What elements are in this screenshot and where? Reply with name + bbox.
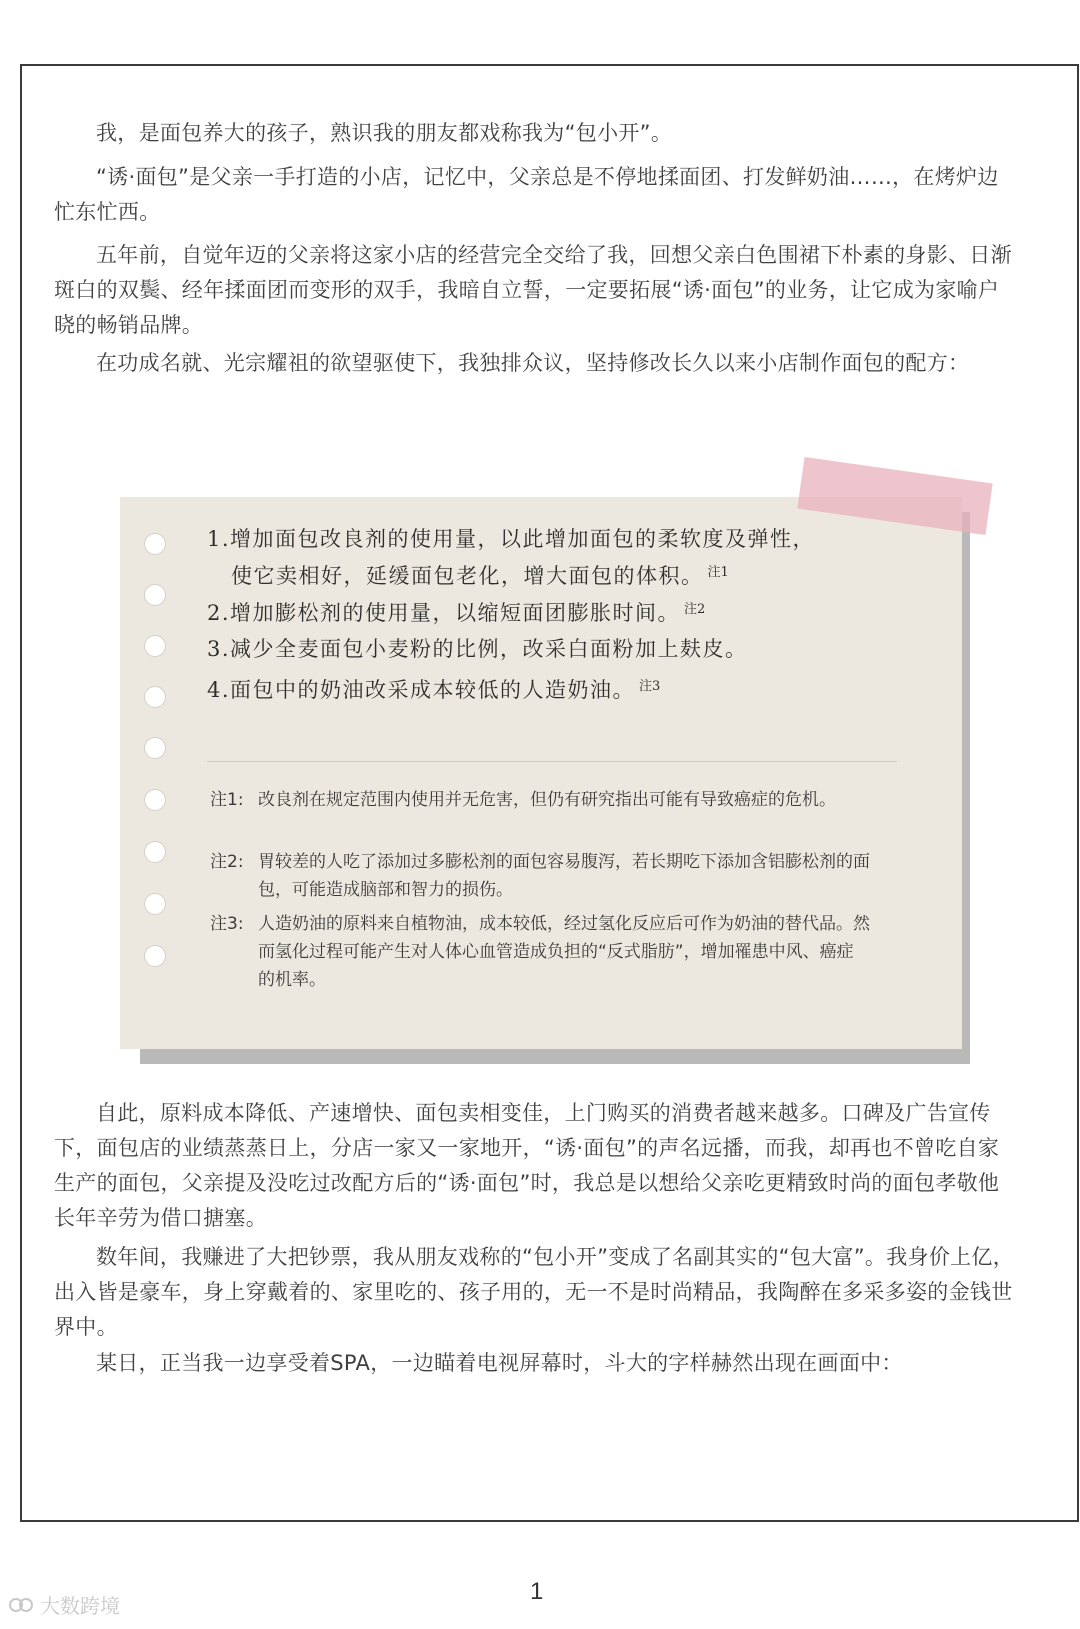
note-1 (210, 786, 870, 814)
paragraph-one-day: 某日，正当我一边享受着SPA，一边瞄着电视屏幕时，斗大的字样赫然出现在画面中： (96, 1351, 903, 1375)
note-3-label: 注3: (210, 914, 244, 934)
note-1-text: 改良剂在规定范围内使用并无危害，但仍有研究指出可能有导致癌症的危机。 (258, 790, 836, 810)
rule-3-text: 3.减少全麦面包小麦粉的比例，改采白面粉加上麸皮。 (207, 637, 748, 661)
binder-hole (144, 737, 166, 759)
note-2-text: 胃较差的人吃了添加过多膨松剂的面包容易腹泻，若长期吃下添加含铝膨松剂的面包，可能造成脑部和智力的损伤。 (258, 852, 870, 900)
paragraph-wealth: 数年间，我赚进了大把钞票，我从朋友戏称的“包小开”变成了名副其实的“包大富”。我身价上亿，出入皆是豪车，身上穿戴着的、家里吃的、孩子用的，无一不是时尚精品，我陶醉在多采多姿的金钱世界中。 (54, 1245, 1015, 1339)
rule-2-note-ref: 注2 (684, 602, 706, 617)
rule-1-note-ref: 注1 (707, 565, 729, 580)
rule-4-text: 4.面包中的奶油改采成本较低的人造奶油。 (207, 678, 636, 702)
binder-hole (144, 893, 166, 915)
binder-hole (144, 533, 166, 555)
binder-hole (144, 584, 166, 606)
rule-2-text: 2.增加膨松剂的使用量，以缩短面团膨胀时间。 (207, 601, 681, 625)
rule-3 (207, 632, 927, 666)
note-3-text: 人造奶油的原料来自植物油，成本较低，经过氢化反应后可作为奶油的替代品。然而氢化过程可能产生对人体心血管造成负担的“反式脂肪”，增加罹患中风、癌症的机率。 (258, 914, 870, 990)
rule-1-line1: 1.增加面包改良剂的使用量，以此增加面包的柔软度及弹性， (207, 527, 816, 551)
rule-4-note-ref: 注3 (639, 679, 661, 694)
card-divider (207, 761, 897, 762)
note-1-label: 注1: (210, 790, 244, 810)
paragraph-intro: 我，是面包养大的孩子，熟识我的朋友都戏称我为“包小开”。 (96, 121, 673, 145)
binder-hole (144, 841, 166, 863)
binder-hole (144, 789, 166, 811)
rule-2 (207, 593, 927, 630)
paragraph-shop: “诱·面包”是父亲一手打造的小店，记忆中，父亲总是不停地揉面团、打发鲜奶油……，在烤炉边忙东忙西。 (54, 165, 999, 224)
note-3 (210, 910, 870, 994)
rule-1 (207, 522, 927, 593)
binder-hole (144, 945, 166, 967)
binder-hole (144, 686, 166, 708)
rule-1-line2: 使它卖相好，延缓面包老化，增大面包的体积。 (231, 564, 704, 588)
binder-hole (144, 635, 166, 657)
paragraph-five-years: 五年前，自觉年迈的父亲将这家小店的经营完全交给了我，回想父亲白色围裙下朴素的身影、日渐斑白的双鬓、经年揉面团而变形的双手，我暗自立誓，一定要拓展“诱·面包”的业务，让它成为家喻户晓的畅销品牌。 (54, 243, 1012, 337)
rule-4 (207, 670, 927, 707)
watermark-text: 大数跨境 (40, 1594, 120, 1618)
note-2-label: 注2: (210, 852, 244, 872)
paragraph-recipe: 在功成名就、光宗耀祖的欲望驱使下，我独排众议，坚持修改长久以来小店制作面包的配方： (96, 351, 970, 375)
page-number: 1 (530, 1578, 544, 1605)
logo-icon (8, 1594, 34, 1616)
watermark (8, 1590, 120, 1619)
paragraph-success: 自此，原料成本降低、产速增快、面包卖相变佳，上门购买的消费者越来越多。口碑及广告宣传下，面包店的业绩蒸蒸日上，分店一家又一家地开，“诱·面包”的声名远播，而我，却再也不曾吃自家生产的面包，父亲提及没吃过改配方后的“诱·面包”时，我总是以想给父亲吃更精致时尚的面包孝敬他长年辛劳为借口搪塞。 (54, 1101, 1000, 1230)
note-2 (210, 848, 870, 904)
